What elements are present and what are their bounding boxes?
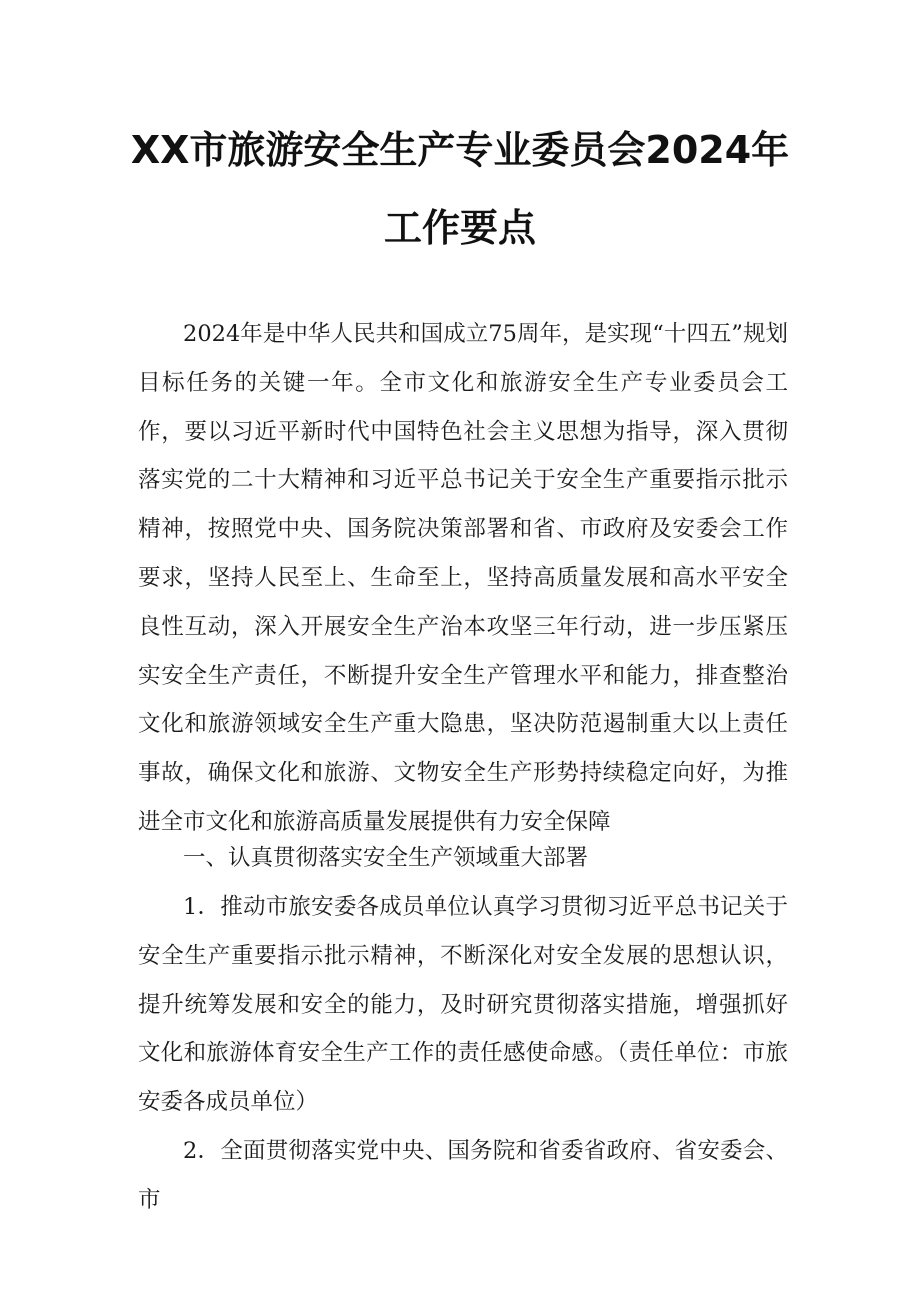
list-item-2: 2．全面贯彻落实党中央、国务院和省委省政府、省安委会、市: [138, 1138, 788, 1213]
document-title-line-1: XX市旅游安全生产专业委员会2024年: [130, 128, 790, 172]
intro-paragraph: 2024年是中华人民共和国成立75周年，是实现“十四五”规划目标任务的关键一年。全市文化和旅游安全生产专业委员会工作，要以习近平新时代中国特色社会主义思想为指导，深入贯彻落实党的二十大精神和习近平总书记关于安全生产重要指示批示精神，按照党中央、国务院决策部署和省、市政府及安委会工作要求，坚持人民至上、生命至上，坚持高质量发展和高水平安全良性互动，深入开展安全生产治本攻坚三年行动，进一步压紧压实安全生产责任，不断提升安全生产管理水平和能力，排查整治文化和旅游领域安全生产重大隐患，坚决防范遏制重大以上责任事故，确保文化和旅游、文物安全生产形势持续稳定向好，为推进全市文化和旅游高质量发展提供有力安全保障: [138, 321, 788, 835]
document-title-line-2: 工作要点: [383, 206, 536, 250]
section-heading-1: 一、认真贯彻落实安全生产领域重大部署: [183, 845, 589, 871]
list-item-1: 1．推动市旅安委各成员单位认真学习贯彻习近平总书记关于安全生产重要指示批示精神，不断深化对安全发展的思想认识，提升统筹发展和安全的能力，及时研究贯彻落实措施，增强抓好文化和旅游体育安全生产工作的责任感使命感。（责任单位：市旅安委各成员单位）: [138, 894, 788, 1116]
